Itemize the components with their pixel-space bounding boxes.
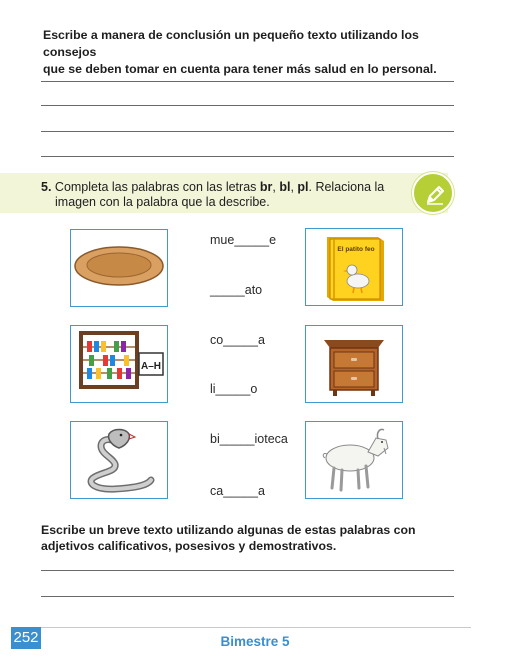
abacus-icon: [71, 326, 169, 404]
footer-rule: [41, 627, 471, 628]
activity-number: 5.: [41, 180, 52, 194]
pencil-icon: [423, 183, 447, 207]
writing-line[interactable]: [41, 156, 454, 157]
image-cobra[interactable]: [70, 421, 168, 499]
plate-icon: [71, 230, 169, 308]
image-nightstand[interactable]: [305, 325, 403, 403]
book-icon: [306, 229, 404, 307]
letters-pl: pl: [297, 180, 309, 194]
activity-line-2: imagen con la palabra que la describe.: [55, 195, 270, 209]
writing-line[interactable]: [41, 570, 454, 571]
word-plato[interactable]: _____ato: [210, 283, 263, 297]
word-libro[interactable]: li_____o: [210, 382, 258, 396]
separator: ,: [272, 180, 280, 194]
intro-line-2: que se deben tomar en cuenta para tener más salud en lo personal.: [43, 62, 437, 76]
image-goat[interactable]: [305, 421, 403, 499]
intro-line-1: Escribe a manera de conclusión un pequeño texto utilizando los consejos: [43, 28, 419, 59]
word-biblioteca[interactable]: bi_____ioteca: [210, 432, 288, 446]
nightstand-icon: [306, 326, 404, 404]
image-abacus[interactable]: [70, 325, 168, 403]
page-number: 252: [11, 627, 41, 649]
abacus-card-text: A–H: [140, 361, 162, 372]
writing-line[interactable]: [41, 131, 454, 132]
writing-line[interactable]: [41, 81, 454, 82]
word-mueble[interactable]: mue_____e: [210, 233, 277, 247]
closing-line-1: Escribe un breve texto utilizando algunas de estas palabras con: [41, 523, 416, 537]
letters-br: br: [259, 180, 273, 194]
image-plate[interactable]: [70, 229, 168, 307]
writing-line[interactable]: [41, 105, 454, 106]
intro-instructions: [43, 27, 473, 78]
pencil-badge: [412, 172, 454, 214]
activity-text-b: . Relaciona la: [308, 180, 385, 194]
writing-line[interactable]: [41, 596, 454, 597]
cobra-icon: [71, 422, 169, 500]
letters-bl: bl: [279, 180, 291, 194]
activity-instructions: [41, 180, 421, 210]
activity-text-a: Completa las palabras con las letras: [51, 180, 260, 194]
closing-instructions: [41, 522, 471, 554]
footer-label: Bimestre 5: [220, 634, 290, 649]
word-cabra[interactable]: ca_____a: [210, 484, 265, 498]
image-book[interactable]: [305, 228, 403, 306]
goat-icon: [306, 422, 404, 500]
book-title: El patito feo: [337, 246, 375, 253]
closing-line-2: adjetivos calificativos, posesivos y demostrativos.: [41, 539, 337, 553]
separator: ,: [290, 180, 298, 194]
word-cobra[interactable]: co_____a: [210, 333, 265, 347]
